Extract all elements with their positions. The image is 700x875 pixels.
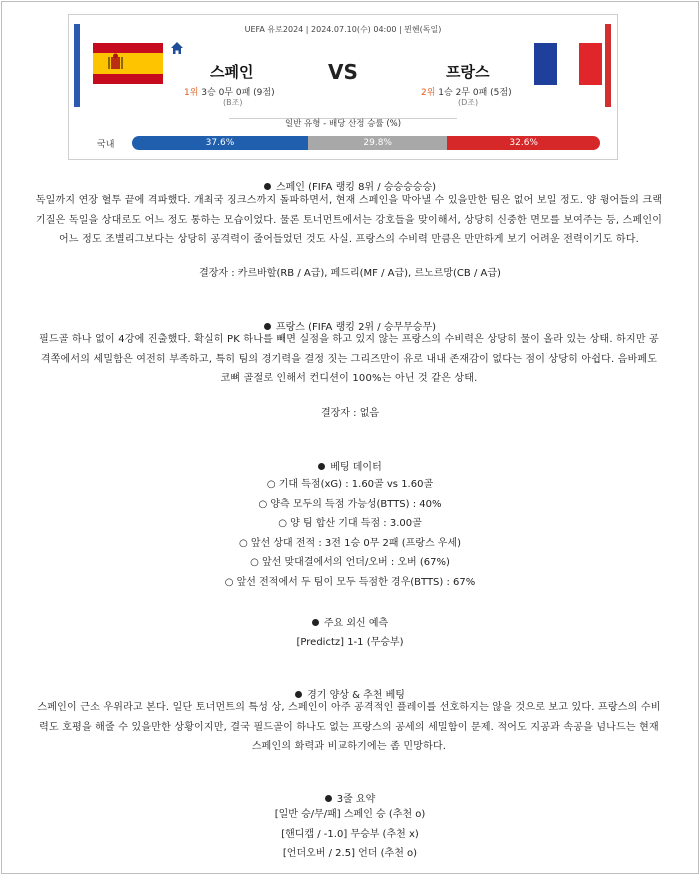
- home-icon[interactable]: [170, 41, 184, 55]
- france-line: 필드골 하나 없이 4강에 진출했다. 확실히 PK 하나를 빼면 실점을 하고 있지 않는 프랑스의 수비력은 상당히 물이 올라 있는 상태. 하지만 공: [39, 334, 659, 345]
- summary-item: [핸디캡 / -1.0] 무승부 (추천 x): [281, 828, 419, 840]
- betting-item: ○ 앞선 맞대결에서의 언더/오버 : 오버 (67%): [250, 557, 450, 568]
- summary-heading-text: 3줄 요약: [336, 794, 376, 805]
- france-line: 격쪽에서의 세밀함은 여전히 부족하고, 특히 팀의 경기력을 결정 짓는 그리즈만이 유로 내내 존재감이 없다는 점이 상당히 아쉽다. 음바페도: [40, 353, 658, 365]
- outlook-paragraph: [10, 698, 688, 757]
- foreign-heading: [0, 614, 700, 629]
- odds-segment-away: 32.6%: [447, 136, 600, 150]
- foreign-heading-text: 주요 외신 예측: [323, 618, 389, 629]
- bullet-dot: [325, 795, 332, 802]
- france-flag-icon: [534, 43, 602, 85]
- bullet-dot: [264, 183, 271, 190]
- odds-bar-row: [89, 135, 609, 151]
- bullet-dot: [318, 463, 325, 470]
- match-card: [68, 14, 618, 160]
- summary-item: [언더오버 / 2.5] 언더 (추천 o): [282, 848, 418, 859]
- spain-absent: 결장자 : 카르바할(RB / A급), 페드리(MF / A급), 르노르망(CB / A급): [199, 268, 501, 279]
- betting-heading: [0, 458, 700, 473]
- away-group: (D조): [458, 98, 479, 107]
- spain-line: 독일까지 연장 혈투 끝에 격파했다. 개최국 징크스까지 돌파하면서, 현재 스페인을 막아낼 수 있을만한 팀은 없어 보일 정도. 양 윙어들의 크랙: [35, 195, 663, 206]
- spain-line: 어느 정도 조별리그보다는 상당히 공격력이 줄어들었던 것도 사실. 프랑스의 수비력 만큼은 만만하게 보기 어려운 전력이기도 하다.: [58, 234, 640, 245]
- summary-list: [0, 805, 700, 864]
- away-record-text: 1승 2무 0패 (5점): [438, 88, 512, 98]
- away-rank: 2위: [421, 88, 436, 98]
- odds-bar-label: 국내: [97, 140, 115, 150]
- legend: [69, 111, 617, 130]
- odds-segment-home: 37.6%: [132, 136, 308, 150]
- foreign-prediction: [Predictz] 1-1 (무승부): [296, 637, 404, 648]
- outlook-heading-text: 경기 양상 & 추천 베팅: [307, 690, 405, 701]
- outlook-line: 스페인의 화력과 비교하기에는 좀 민망하다.: [251, 741, 447, 752]
- betting-item: ○ 양측 모두의 득점 가능성(BTTS) : 40%: [258, 498, 442, 510]
- vs-label: VS: [328, 60, 358, 84]
- betting-item: ○ 양 팀 합산 기대 득점 : 3.00골: [278, 518, 422, 529]
- betting-item: ○ 앞선 상대 전적 : 3전 1승 0무 2패 (프랑스 우세): [238, 537, 462, 549]
- legend-label: 일반 유형 - 배당 산정 승률 (%): [280, 119, 406, 129]
- bullet-dot: [295, 691, 302, 698]
- france-heading-text: 프랑스 (FIFA 랭킹 2위 / 승무무승무): [275, 322, 437, 333]
- home-rank: 1위: [184, 88, 199, 98]
- betting-list: [0, 475, 700, 592]
- france-absent: 결장자 : 없음: [320, 408, 380, 419]
- betting-item: ○ 앞선 전적에서 두 팀이 모두 득점한 경우(BTTS) : 67%: [224, 576, 476, 588]
- spain-paragraph: [10, 191, 688, 250]
- home-record-text: 3승 0무 0패 (9점): [201, 88, 275, 98]
- home-team-name: 스페인: [210, 63, 254, 81]
- match-meta: UEFA 유로2024 | 2024.07.10(수) 04:00 | 뮌헨(독일): [244, 25, 442, 34]
- outlook-line: 스페인이 근소 우위라고 본다. 일단 토너먼트의 특성 상, 스페인이 아주 공격적인 플레이를 선호하지는 않을 것으로 보고 있다. 프랑스의 수비: [37, 702, 661, 713]
- odds-bar: [132, 136, 600, 150]
- spain-line: 기질은 독일을 상대로도 어느 정도 통하는 모습이었다. 물론 토너먼트에서는 강호들을 맞이해서, 상당히 신중한 면모를 보여주는 등, 스페인이: [35, 214, 663, 226]
- summary-heading: [0, 790, 700, 805]
- france-paragraph: [10, 330, 688, 389]
- spain-heading-text: 스페인 (FIFA 랭킹 8위 / 승승승승승): [275, 182, 437, 193]
- france-line: 코뼈 골절로 인해서 컨디션이 100%는 아닌 것 같은 상태.: [220, 373, 478, 384]
- betting-item: ○ 기대 득점(xG) : 1.60골 vs 1.60골: [266, 479, 434, 490]
- bullet-dot: [312, 619, 319, 626]
- bullet-dot: [264, 323, 271, 330]
- betting-heading-text: 베팅 데이터: [330, 462, 382, 473]
- summary-item: [일반 승/무/패] 스페인 승 (추천 o): [274, 809, 426, 820]
- odds-segment-draw: 29.8%: [308, 136, 447, 150]
- home-group: (B조): [223, 98, 243, 107]
- away-team-name: 프랑스: [446, 63, 490, 81]
- outlook-line: 력도 호평을 해줄 수 있을만한 상황이지만, 결국 필드골이 하나도 없는 프랑스의 공세의 세밀함이 문제. 적어도 지공과 속공을 넘나드는 현재: [39, 721, 659, 733]
